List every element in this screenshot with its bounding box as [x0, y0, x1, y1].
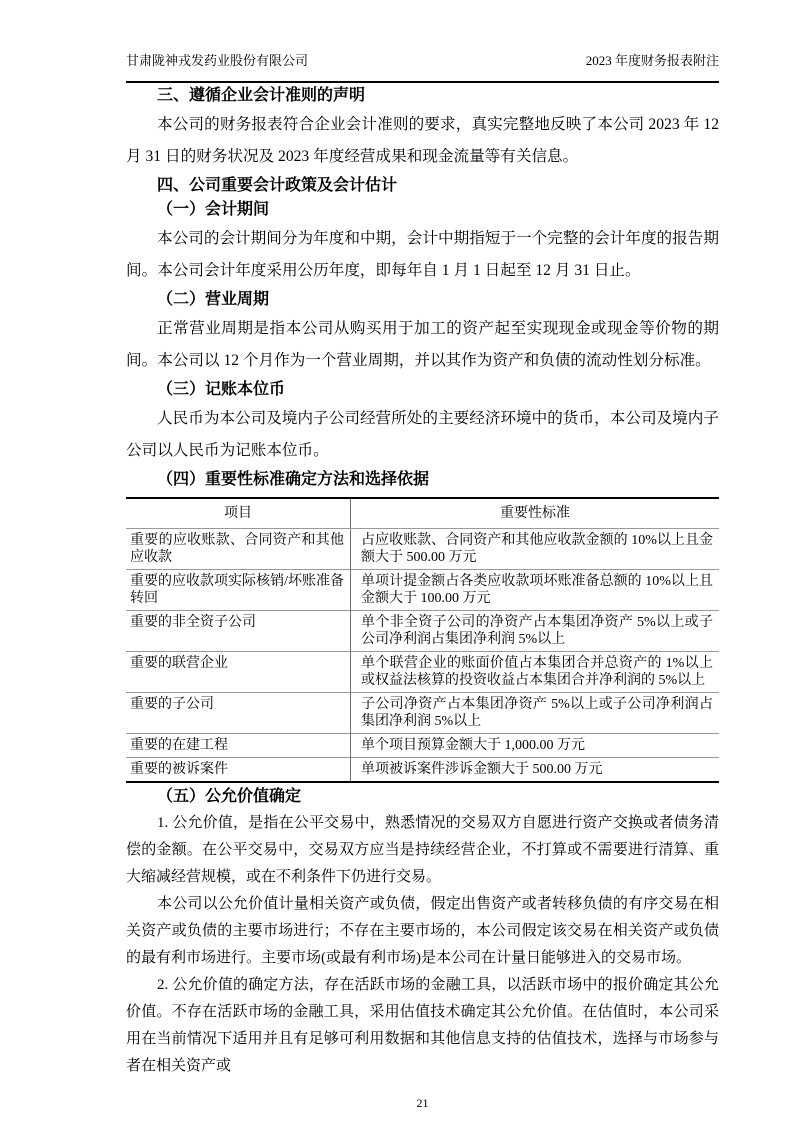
table-cell-item: 重要的在建工程: [126, 734, 351, 758]
page-header: [126, 52, 719, 83]
table-cell-standard: 单项被诉案件涉诉金额大于 500.00 万元: [351, 758, 720, 783]
table-header-item: 项目: [126, 498, 351, 529]
materiality-standards-table: [126, 497, 719, 783]
section-4-2-heading: （二）营业周期: [157, 291, 270, 308]
table-cell-standard: 单个非全资子公司的净资产占本集团净资产 5%以上或子公司净利润占集团净利润 5%以上: [351, 611, 720, 652]
table-cell-standard: 单项计提金额占各类应收款项坏账准备总额的 10%以上且金额大于 100.00 万元: [351, 570, 720, 611]
section-4-heading: 四、公司重要会计政策及会计估计: [157, 177, 398, 194]
section-3-heading: 三、遵循企业会计准则的声明: [157, 87, 366, 104]
table-cell-standard: 子公司净资产占本集团净资产 5%以上或子公司净利润占集团净利润 5%以上: [351, 693, 720, 734]
table-row: [126, 529, 719, 570]
section-4-1-paragraph: 本公司的会计期间分为年度和中期，会计中期指短于一个完整的会计年度的报告期间。本公司会计年度采用公历年度，即每年自 1 月 1 日起至 12 月 31 日止。: [126, 230, 719, 279]
header-company-name: 甘肃陇神戎发药业股份有限公司: [126, 53, 309, 68]
document-body: [126, 85, 719, 1080]
table-header-standard: 重要性标准: [351, 498, 720, 529]
section-4-4-heading: （四）重要性标准确定方法和选择依据: [157, 471, 430, 488]
section-4-3-paragraph: 人民币为本公司及境内子公司经营所处的主要经济环境中的货币，本公司及境内子公司以人民币为记账本位币。: [126, 410, 719, 459]
table-cell-standard: 占应收账款、合同资产和其他应收款金额的 10%以上且金额大于 500.00 万元: [361, 533, 713, 565]
table-cell-item: 重要的应收款项实际核销/坏账准备转回: [126, 570, 351, 611]
table-row: [126, 734, 719, 758]
table-cell-item: 重要的子公司: [126, 693, 351, 734]
section-3-paragraph: 本公司的财务报表符合企业会计准则的要求，真实完整地反映了本公司 2023 年 12 月 31 日的财务状况及 2023 年度经营成果和现金流量等有关信息。: [126, 116, 719, 165]
section-4-2-paragraph: 正常营业周期是指本公司从购买用于加工的资产起至实现现金或现金等价物的期间。本公司以 12 个月作为一个营业周期，并以其作为资产和负债的流动性划分标准。: [126, 320, 719, 369]
table-row: [126, 693, 719, 734]
section-4-5-paragraph-1: 1. 公允价值，是指在公平交易中，熟悉情况的交易双方自愿进行资产交换或者债务清偿的金额。在公平交易中，交易双方应当是持续经营企业，不打算或不需要进行清算、重大缩减经营规模，或在不利条件下仍进行交易。: [126, 815, 719, 885]
section-4-5-paragraph-2: 本公司以公允价值计量相关资产或负债，假定出售资产或者转移负债的有序交易在相关资产或负债的主要市场进行；不存在主要市场的，本公司假定该交易在相关资产或负债的最有利市场进行。主要市场(或最有利市场)是本公司在计量日能够进入的交易市场。: [126, 896, 719, 966]
page-number: 21: [416, 1096, 429, 1110]
table-header-row: [126, 498, 719, 529]
table-row: [126, 652, 719, 693]
table-cell-item: 重要的应收账款、合同资产和其他应收款: [126, 529, 351, 570]
table-row: [126, 758, 719, 783]
table-cell-item: 重要的非全资子公司: [126, 611, 351, 652]
table-cell-item: 重要的被诉案件: [126, 758, 351, 783]
table-cell-item: 重要的联营企业: [126, 652, 351, 693]
header-doc-title: 2023 年度财务报表附注: [585, 53, 719, 68]
table-row: [126, 570, 719, 611]
section-4-3-heading: （三）记账本位币: [157, 381, 286, 398]
table-cell-standard: 单个项目预算金额大于 1,000.00 万元: [351, 734, 720, 758]
table-cell-standard: 单个联营企业的账面价值占本集团合并总资产的 1%以上或权益法核算的投资收益占本集团合并净利润的 5%以上: [351, 652, 720, 693]
section-4-5-paragraph-3: 2. 公允价值的确定方法，存在活跃市场的金融工具，以活跃市场中的报价确定其公允价值。不存在活跃市场的金融工具，采用估值技术确定其公允价值。在估值时，本公司采用在当前情况下适用并且有足够可利用数据和其他信息支持的估值技术，选择与市场参与者在相关资产或: [126, 977, 719, 1074]
section-4-1-heading: （一）会计期间: [157, 201, 270, 218]
table-row: [126, 611, 719, 652]
section-4-5-heading: （五）公允价值确定: [157, 788, 302, 805]
